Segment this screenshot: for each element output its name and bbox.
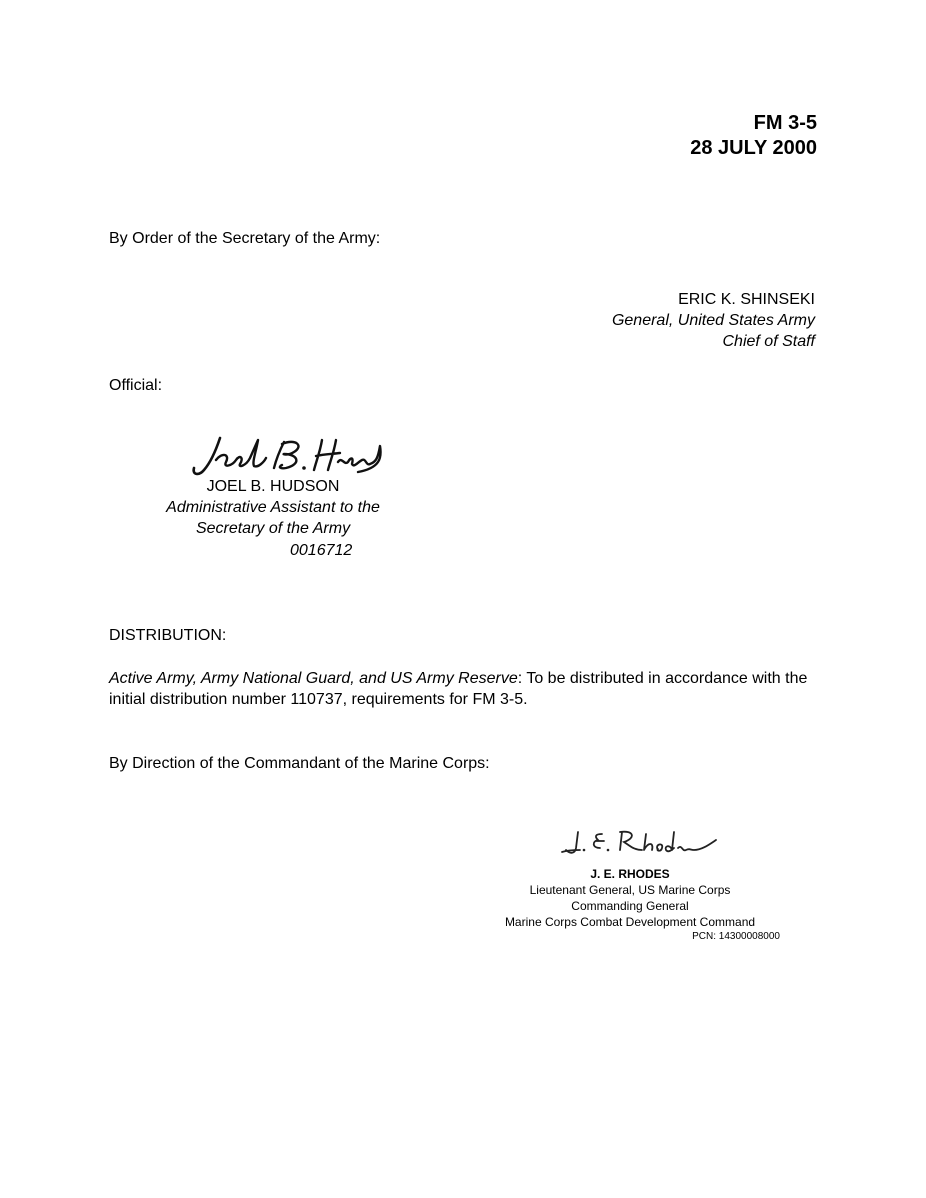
document-date: 28 JULY 2000	[690, 137, 817, 159]
distribution-lead: Active Army, Army National Guard, and US Army Reserve	[109, 670, 518, 687]
hudson-signature-icon	[186, 432, 386, 480]
rhodes-signature-icon	[560, 826, 740, 860]
distribution-label: DISTRIBUTION:	[109, 627, 227, 644]
chief-of-staff-title: General, United States Army	[611, 312, 815, 329]
distribution-text	[109, 668, 821, 710]
distribution-body: : To be distributed in accordance with the initial distribution number 110737, requirements for FM 3-5.	[109, 670, 808, 708]
commandant-role: Commanding General	[571, 899, 689, 913]
official-label: Official:	[109, 377, 163, 394]
commandant-name: J. E. RHODES	[590, 867, 670, 881]
official-title-line2: Secretary of the Army	[195, 520, 351, 537]
by-order-line: By Order of the Secretary of the Army:	[109, 230, 381, 247]
official-title-line1: Administrative Assistant to the	[166, 499, 380, 516]
chief-of-staff-role: Chief of Staff	[722, 333, 815, 350]
by-direction-line: By Direction of the Commandant of the Marine Corps:	[109, 755, 490, 772]
commandant-rank: Lieutenant General, US Marine Corps	[529, 883, 731, 897]
chief-of-staff-name: ERIC K. SHINSEKI	[678, 291, 815, 308]
official-number: 0016712	[290, 542, 353, 559]
official-name: JOEL B. HUDSON	[206, 478, 340, 495]
document-number: FM 3-5	[753, 112, 817, 134]
commandant-command: Marine Corps Combat Development Command	[504, 915, 756, 929]
pcn-number: PCN: 14300008000	[692, 931, 780, 942]
